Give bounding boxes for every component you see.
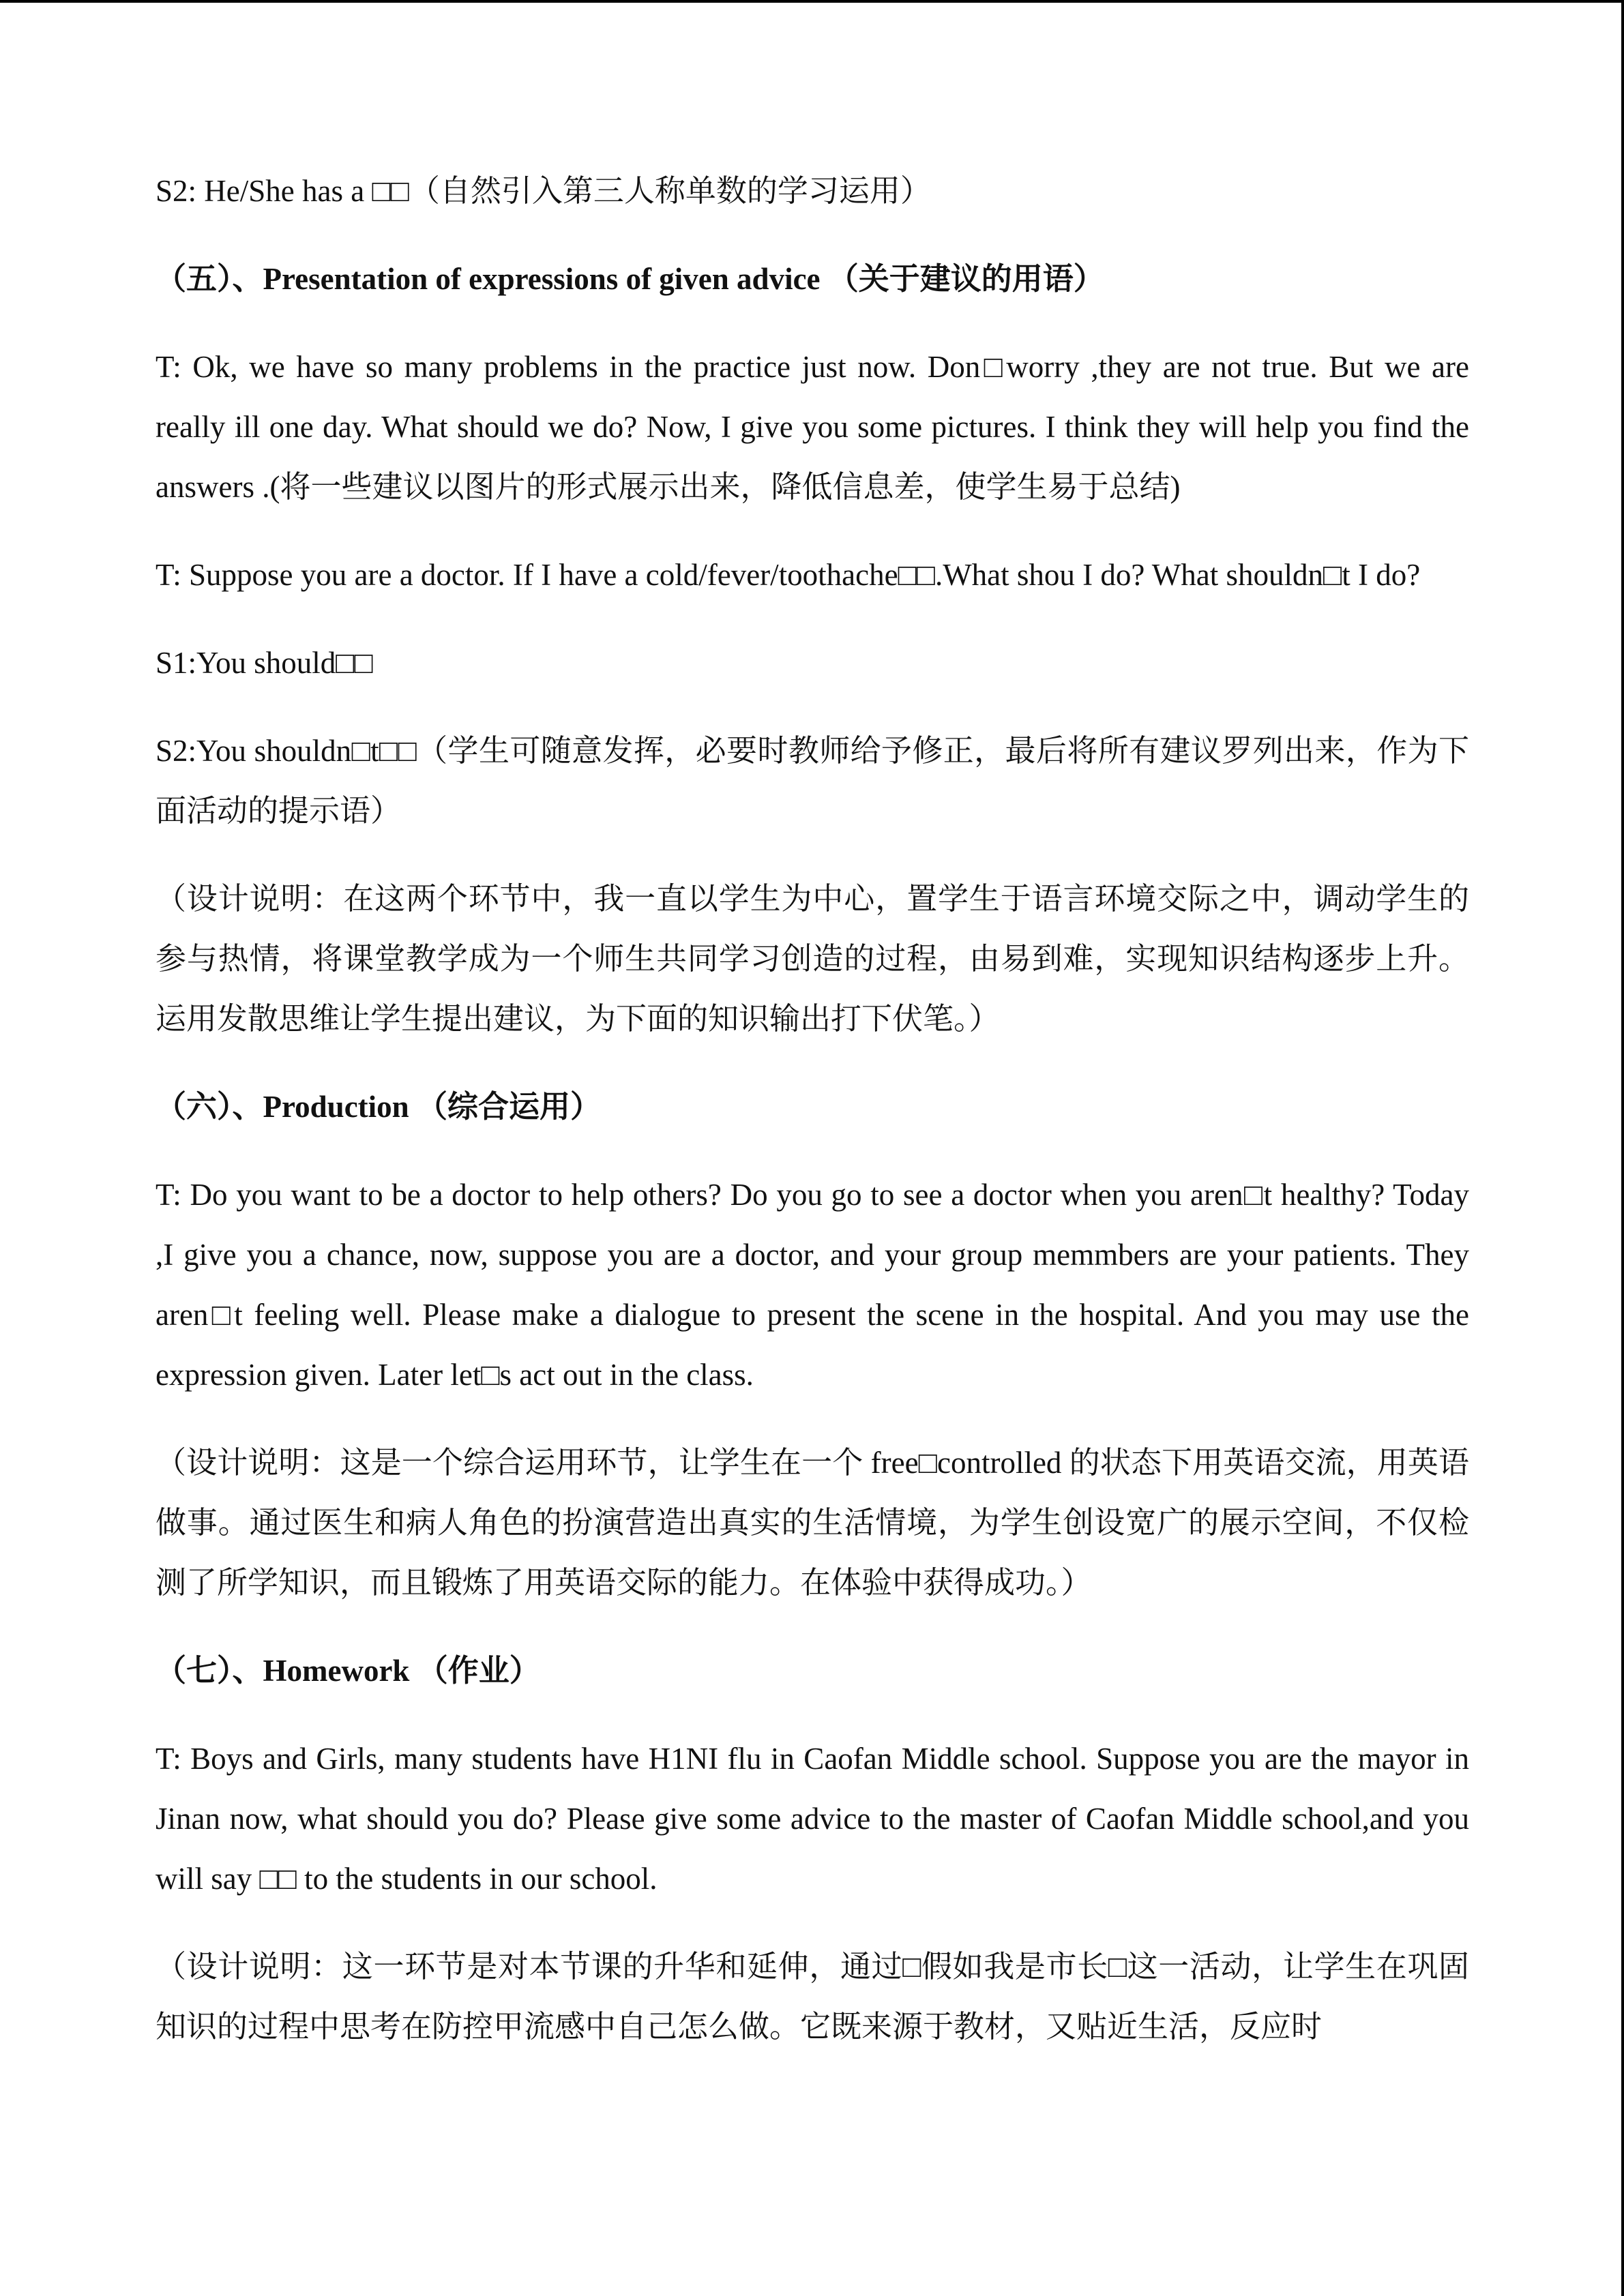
document-page — [156, 161, 1469, 2057]
teacher-production-paragraph: T: Do you want to be a doctor to help others? Do you go to see a doctor when you aren□t healthy? Today ,I give you a chance, now, suppose you are a doctor, and your group memmbers are your patients. They aren□t feeling well. Please make a dialogue to present the scene in the hospital. And you may use the expression given. Later let□s act out in the class. — [156, 1178, 1469, 1392]
design-note-3: （设计说明：这一环节是对本节课的升华和延伸，通过□假如我是市长□这一活动，让学生在巩固知识的过程中思考在防控甲流感中自己怎么做。它既来源于教材，又贴近生活，反应时 — [156, 1950, 1469, 2044]
design-note-2: （设计说明：这是一个综合运用环节，让学生在一个 free□controlled 的状态下用英语交流，用英语做事。通过医生和病人角色的扮演营造出真实的生活情境，为学生创设宽广的展示空间，不仅检测了所学知识，而且锻炼了用英语交际的能力。在体验中获得成功。） — [156, 1446, 1469, 1600]
section-heading-presentation: （五）、Presentation of expressions of given advice （关于建议的用语） — [156, 262, 1104, 296]
design-note-1: （设计说明：在这两个环节中，我一直以学生为中心，置学生于语言环境交际之中，调动学生的参与热情，将课堂教学成为一个师生共同学习创造的过程，由易到难，实现知识结构逐步上升。运用发散思维让学生提出建议，为下面的知识输出打下伏笔。） — [156, 882, 1469, 1036]
teacher-homework-paragraph: T: Boys and Girls, many students have H1NI flu in Caofan Middle school. Suppose you are the mayor in Jinan now, what should you do? Please give some advice to the master of Caofan Middle school,and you will say □□ to the students in our school. — [156, 1742, 1469, 1896]
section-heading-homework: （七）、Homework （作业） — [156, 1654, 540, 1688]
dialogue-s1-should: S1:You should□□ — [156, 646, 373, 680]
dialogue-s2-shouldnt: S2:You shouldn□t□□（学生可随意发挥，必要时教师给予修正，最后将所有建议罗列出来，作为下面活动的提示语） — [156, 734, 1469, 828]
section-heading-production: （六）、Production （综合运用） — [156, 1090, 601, 1124]
page-top-border — [0, 0, 1624, 3]
dialogue-s2-he-she: S2: He/She has a □□（自然引入第三人称单数的学习运用） — [156, 174, 931, 208]
teacher-doctor-paragraph: T: Suppose you are a doctor. If I have a cold/fever/toothache□□.What shou I do? What shouldn□t I do? — [156, 558, 1421, 592]
teacher-pictures-paragraph: T: Ok, we have so many problems in the practice just now. Don□worry ,they are not true. But we are really ill one day. What should we do? Now, I give you some pictures. I think they will help you find the answers .(将一些建议以图片的形式展示出来，降低信息差，使学生易于总结) — [156, 350, 1469, 504]
page-right-border — [1621, 0, 1624, 2296]
